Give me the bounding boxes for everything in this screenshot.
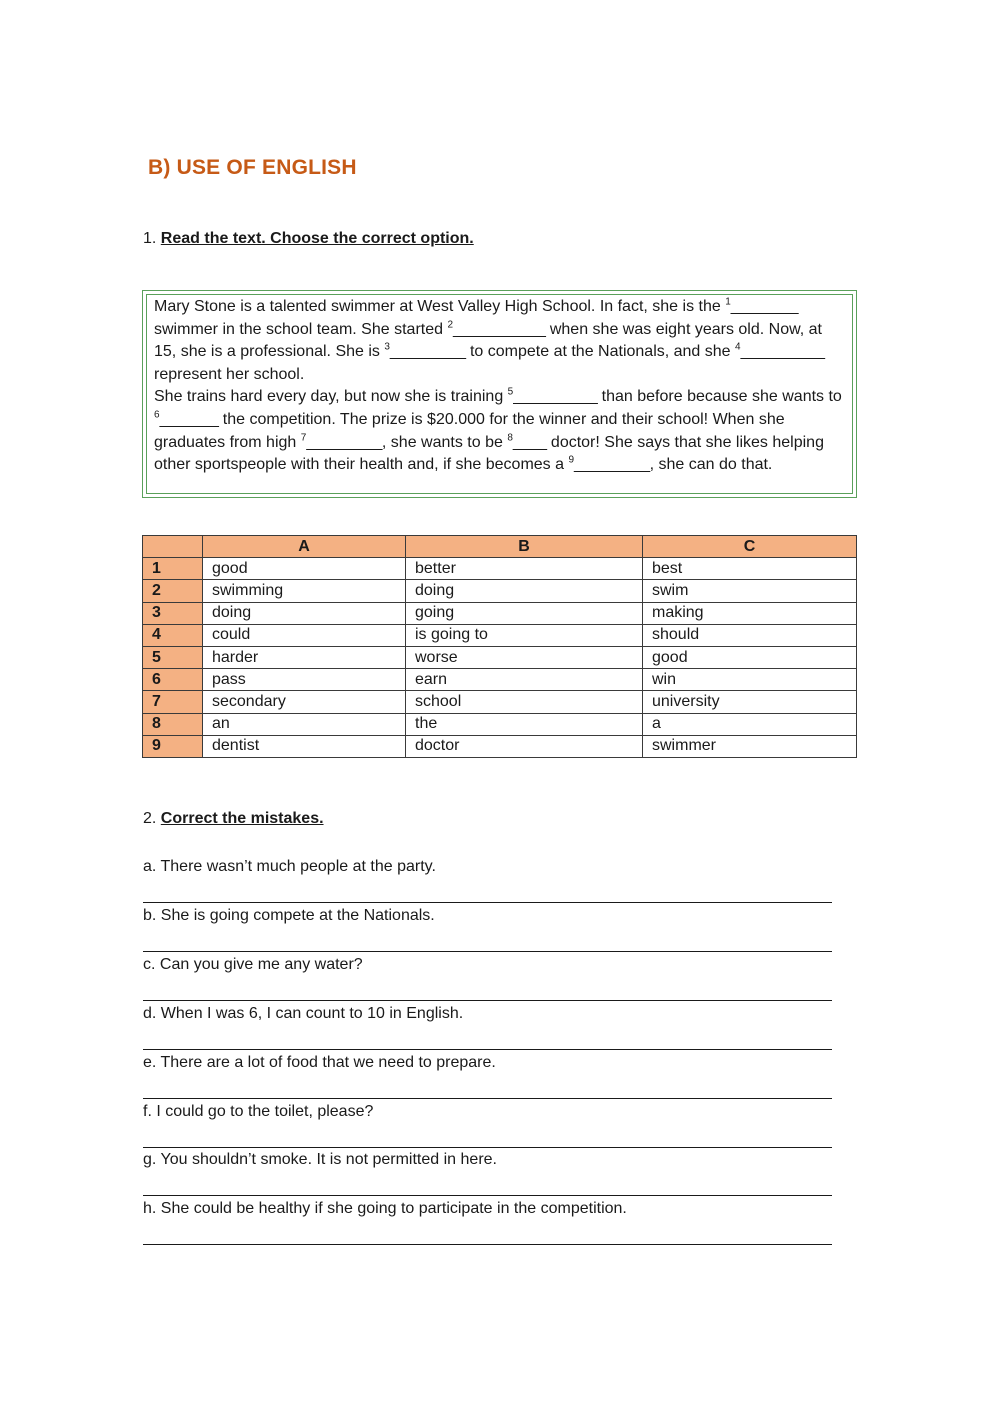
option-c: university (643, 691, 857, 713)
options-table (142, 535, 857, 758)
column-header-a: A (203, 536, 406, 558)
answer-line[interactable] (143, 902, 832, 903)
question-1-number: 1. (143, 230, 157, 247)
option-b: worse (406, 646, 643, 668)
option-c: swim (643, 580, 857, 602)
gap-number: 6 (154, 409, 160, 421)
options-table-header-row (143, 536, 857, 558)
column-header-c: C (643, 536, 857, 558)
column-header-b: B (406, 536, 643, 558)
mistake-sentence: c. Can you give me any water? (143, 955, 363, 973)
passage-text: when she was eight years old. Now, at 15, she is a professional. She is (154, 320, 822, 361)
option-a: swimming (203, 580, 406, 602)
gap-blank: ____ (512, 433, 547, 451)
gap-number: 9 (568, 454, 575, 466)
option-c: a (643, 713, 857, 735)
passage-text: , she wants to be (381, 433, 508, 451)
answer-line[interactable] (143, 1244, 832, 1245)
passage-text: Mary Stone is a talented swimmer at West Valley High School. In fact, she is the (154, 298, 726, 315)
passage-text: the competition. The prize is $20.000 for the winner and their school! When she graduates from high (154, 410, 785, 451)
question-2-number: 2. (143, 810, 157, 827)
reading-passage-box (142, 290, 857, 498)
row-number: 4 (143, 624, 203, 646)
gap-number: 4 (735, 341, 741, 353)
gap-blank: _________ (574, 456, 650, 474)
gap-blank: _________ (306, 433, 382, 451)
answer-line[interactable] (143, 1098, 832, 1099)
answer-line[interactable] (143, 951, 832, 952)
options-row (143, 735, 857, 757)
option-a: could (203, 624, 406, 646)
gap-number: 7 (300, 432, 307, 444)
options-row (143, 713, 857, 735)
option-b: is going to (406, 624, 643, 646)
mistake-sentence: h. She could be healthy if she going to participate in the competition. (143, 1200, 627, 1218)
options-row (143, 602, 857, 624)
section-title: B) USE OF ENGLISH (148, 156, 357, 179)
passage-paragraph-2 (154, 386, 846, 476)
option-a: dentist (203, 735, 406, 757)
option-b: doing (406, 580, 643, 602)
mistake-sentence: a. There wasn’t much people at the party. (143, 858, 436, 875)
option-b: better (406, 558, 643, 580)
row-number: 9 (143, 735, 203, 757)
answer-line[interactable] (143, 1195, 832, 1196)
option-c: should (643, 624, 857, 646)
gap-blank: _______ (159, 410, 219, 428)
passage-text: She trains hard every day, but now she is training (154, 388, 508, 406)
option-b: earn (406, 669, 643, 691)
passage-text: represent her school. (154, 365, 305, 383)
row-number: 2 (143, 580, 203, 602)
answer-line[interactable] (143, 1049, 832, 1050)
row-number: 5 (143, 646, 203, 668)
passage-text: , she can do that. (649, 456, 773, 474)
answer-line[interactable] (143, 1147, 832, 1148)
option-a: harder (203, 646, 406, 668)
question-1-heading (143, 230, 474, 248)
option-a: an (203, 713, 406, 735)
row-number: 7 (143, 691, 203, 713)
gap-blank: ________ (730, 298, 798, 315)
option-c: best (643, 558, 857, 580)
option-c: swimmer (643, 735, 857, 757)
row-number: 1 (143, 558, 203, 580)
mistake-sentence: b. She is going compete at the Nationals. (143, 906, 435, 924)
gap-number: 1 (725, 296, 731, 308)
gap-blank: _________ (389, 343, 466, 361)
gap-blank: __________ (740, 343, 825, 361)
option-a: good (203, 558, 406, 580)
question-2-heading (143, 810, 324, 828)
options-row (143, 691, 857, 713)
options-row (143, 580, 857, 602)
gap-blank: ___________ (453, 320, 546, 338)
passage-text: doctor! She says that she likes helping other sportspeople with their health and, if she becomes a (154, 433, 824, 474)
passage-paragraph-1 (154, 296, 846, 386)
option-c: win (643, 669, 857, 691)
mistake-sentence: e. There are a lot of food that we need to prepare. (143, 1053, 496, 1071)
option-b: school (406, 691, 643, 713)
passage-text: swimmer in the school team. She started (154, 320, 448, 338)
options-row (143, 624, 857, 646)
options-row (143, 646, 857, 668)
gap-number: 8 (507, 432, 513, 444)
options-row (143, 669, 857, 691)
mistake-sentence: g. You shouldn’t smoke. It is not permitted in here. (143, 1151, 497, 1169)
option-a: secondary (203, 691, 406, 713)
gap-number: 2 (447, 319, 454, 331)
row-number: 6 (143, 669, 203, 691)
option-b: the (406, 713, 643, 735)
row-number: 8 (143, 713, 203, 735)
option-b: doctor (406, 735, 643, 757)
option-a: doing (203, 602, 406, 624)
option-c: making (643, 602, 857, 624)
option-b: going (406, 602, 643, 624)
options-table-corner (143, 536, 203, 558)
row-number: 3 (143, 602, 203, 624)
question-2-label: Correct the mistakes. (160, 810, 324, 827)
answer-line[interactable] (143, 1000, 832, 1001)
option-a: pass (203, 669, 406, 691)
gap-blank: __________ (513, 388, 598, 406)
passage-text: to compete at the Nationals, and she (465, 343, 736, 361)
mistake-sentence: f. I could go to the toilet, please? (143, 1102, 374, 1120)
passage-text: than before because she wants to (597, 388, 842, 406)
gap-number: 5 (507, 387, 514, 399)
mistake-sentence: d. When I was 6, I can count to 10 in English. (143, 1004, 464, 1022)
gap-number: 3 (384, 341, 390, 353)
options-row (143, 558, 857, 580)
option-c: good (643, 646, 857, 668)
question-1-label: Read the text. Choose the correct option. (160, 230, 474, 247)
